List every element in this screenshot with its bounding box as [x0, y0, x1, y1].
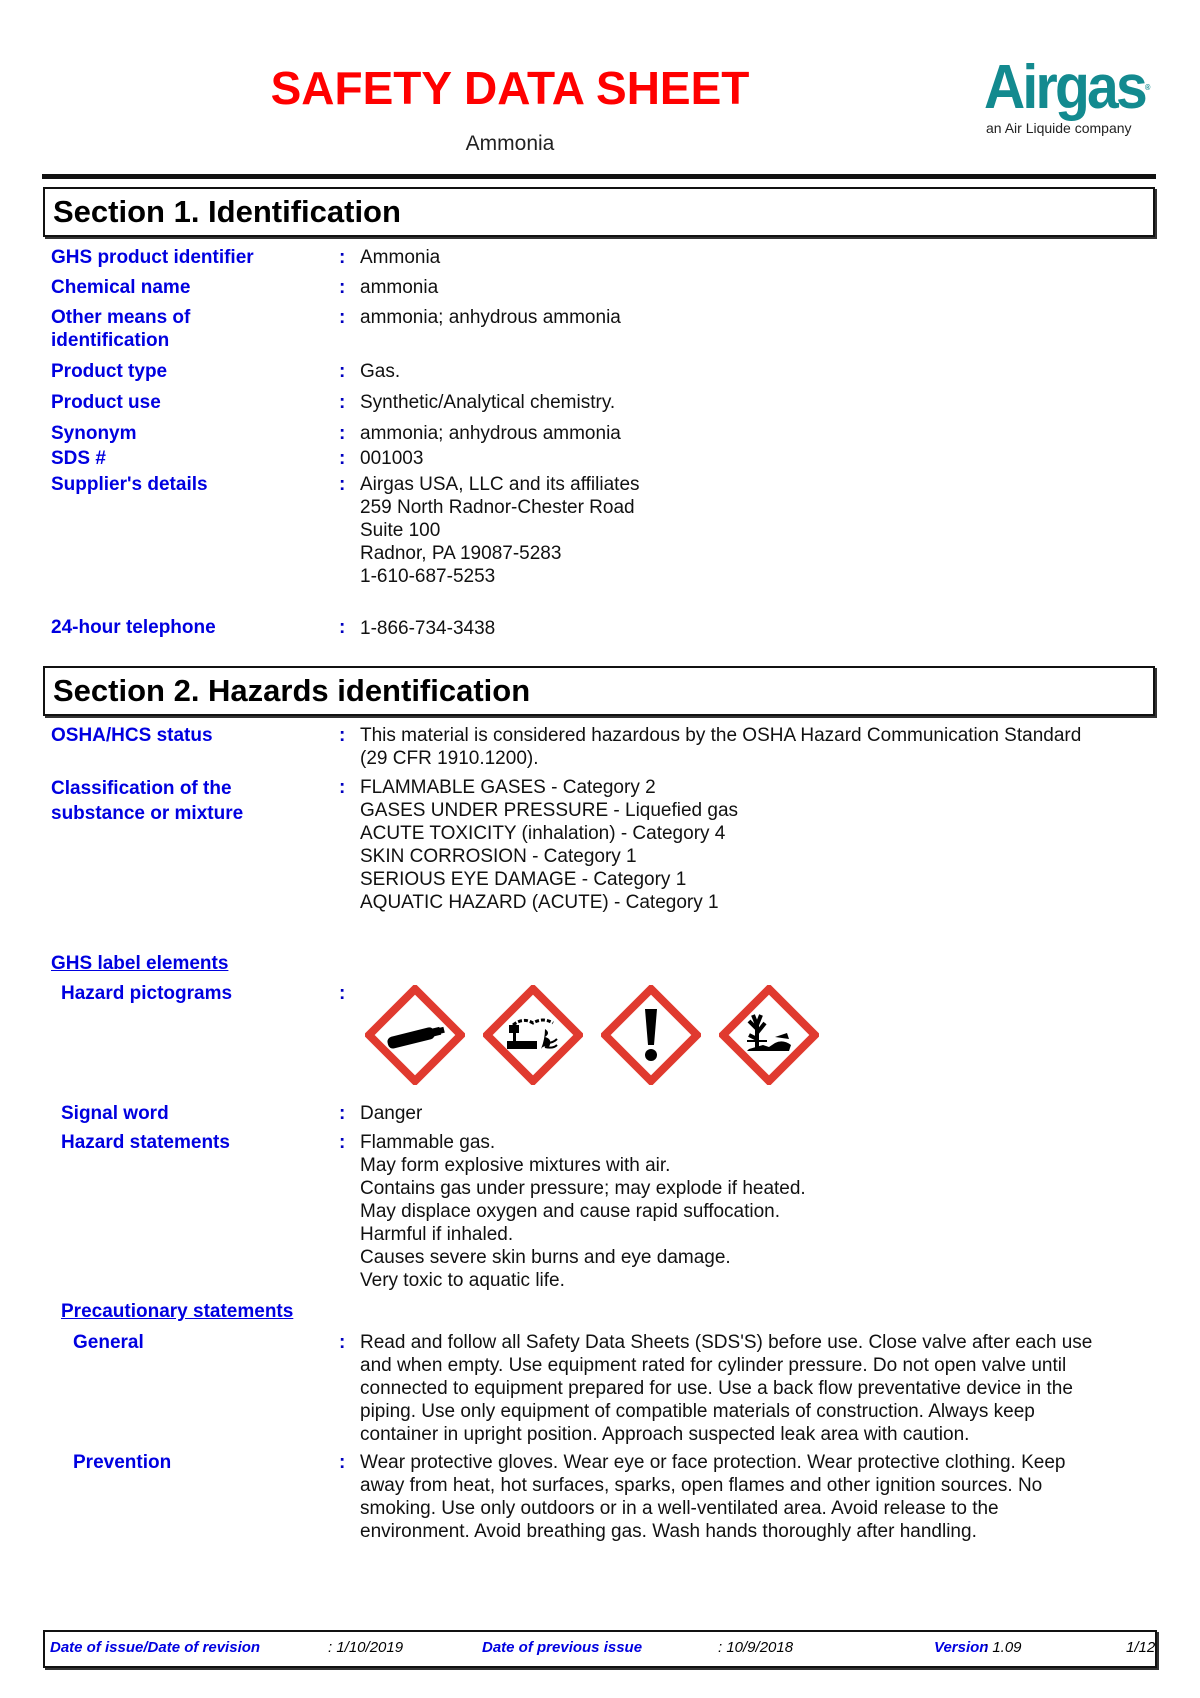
colon: : — [339, 247, 346, 268]
value-sds-number — [360, 447, 423, 470]
value-line: (29 CFR 1910.1200). — [360, 748, 539, 769]
section-2-header — [43, 666, 1155, 716]
value-line: Ammonia — [360, 247, 441, 268]
footer-page-number: 1/12 — [1126, 1639, 1156, 1656]
colon: : — [339, 725, 346, 746]
hazard-statement: Causes severe skin burns and eye damage. — [360, 1247, 731, 1268]
label-hazard-statements: Hazard statements — [61, 1132, 230, 1153]
value-ghs-product-identifier — [360, 246, 440, 269]
value-line: Synthetic/Analytical chemistry. — [360, 392, 616, 413]
classification-item: SERIOUS EYE DAMAGE - Category 1 — [360, 869, 687, 890]
footer-version-value: : 1.09 — [984, 1639, 1022, 1656]
value-suppliers-details — [360, 473, 640, 588]
document-title: SAFETY DATA SHEET — [270, 62, 750, 114]
prevention-line: away from heat, hot surfaces, sparks, open flames and other ignition sources. No — [360, 1475, 1043, 1496]
value-line: ammonia; anhydrous ammonia — [360, 307, 621, 328]
label-osha-hcs-status: OSHA/HCS status — [51, 725, 213, 746]
hazard-pictograms — [365, 985, 819, 1085]
value-line: This material is considered hazardous by the OSHA Hazard Communication Standard — [360, 725, 1082, 746]
colon: : — [339, 1332, 346, 1353]
label-general: General — [73, 1332, 144, 1353]
footer-previous-value: : 10/9/2018 — [718, 1639, 794, 1656]
exclamation-mark-icon — [601, 985, 701, 1085]
gas-cylinder-icon — [365, 985, 465, 1085]
label-line: Classification of the — [51, 778, 232, 799]
value-synonym — [360, 422, 621, 445]
colon: : — [339, 361, 346, 382]
classification-item: ACUTE TOXICITY (inhalation) - Category 4 — [360, 823, 726, 844]
value-other-means-of-identification — [360, 306, 621, 329]
colon: : — [339, 1132, 346, 1153]
label-synonym: Synonym — [51, 423, 137, 444]
colon: : — [339, 277, 346, 298]
label-chemical-name: Chemical name — [51, 277, 191, 298]
prevention-line: Wear protective gloves. Wear eye or face protection. Wear protective clothing. Keep — [360, 1452, 1066, 1473]
classification-item: GASES UNDER PRESSURE - Liquefied gas — [360, 800, 739, 821]
signal-word: Danger — [360, 1103, 423, 1124]
address-line: 259 North Radnor-Chester Road — [360, 497, 635, 518]
address-line: Airgas USA, LLC and its affiliates — [360, 474, 640, 495]
label-line: Other means of — [51, 307, 191, 328]
footer-issue-label: Date of issue/Date of revision — [50, 1639, 261, 1656]
label-prevention: Prevention — [73, 1452, 172, 1473]
footer-previous-label: Date of previous issue — [482, 1639, 643, 1656]
value-signal-word — [360, 1102, 422, 1125]
header-rule — [42, 174, 1156, 179]
colon: : — [339, 448, 346, 469]
value-line: Gas. — [360, 361, 401, 382]
general-line: piping. Use only equipment of compatible materials of construction. Always keep — [360, 1401, 1035, 1422]
prevention-line: smoking. Use only outdoors or in a well-ventilated area. Avoid release to the — [360, 1498, 999, 1519]
label-sds-number: SDS # — [51, 448, 106, 469]
logo-wordmark: Airgas — [984, 53, 1145, 122]
precautionary-statements-heading: Precautionary statements — [61, 1301, 294, 1322]
label-line: substance or mixture — [51, 803, 244, 824]
address-line: Suite 100 — [360, 520, 441, 541]
footer-issue-value: : 1/10/2019 — [328, 1639, 404, 1656]
value-prevention — [360, 1451, 1160, 1543]
value-24-hour-telephone — [360, 617, 495, 640]
value-line: 1-866-734-3438 — [360, 618, 496, 639]
section-2-title: Section 2. Hazards identification — [53, 673, 531, 708]
value-chemical-name — [360, 276, 438, 299]
hazard-statement: Flammable gas. — [360, 1132, 496, 1153]
hazard-statement: Contains gas under pressure; may explode if heated. — [360, 1178, 806, 1199]
corrosion-icon — [483, 985, 583, 1085]
colon: : — [339, 392, 346, 413]
label-signal-word: Signal word — [61, 1103, 169, 1124]
colon: : — [339, 1103, 346, 1124]
colon: : — [339, 474, 346, 495]
value-osha-hcs-status — [360, 724, 1160, 770]
colon: : — [339, 617, 346, 638]
address-line: Radnor, PA 19087-5283 — [360, 543, 562, 564]
value-line: ammonia; anhydrous ammonia — [360, 423, 621, 444]
label-product-use: Product use — [51, 392, 161, 413]
general-line: and when empty. Use equipment rated for cylinder pressure. Do not open valve until — [360, 1355, 1067, 1376]
colon: : — [339, 1452, 346, 1473]
value-product-type — [360, 360, 400, 383]
colon: : — [339, 983, 346, 1004]
value-line: 001003 — [360, 448, 424, 469]
label-product-type: Product type — [51, 361, 168, 382]
ghs-label-elements-heading: GHS label elements — [51, 953, 229, 974]
hazard-statement: May form explosive mixtures with air. — [360, 1155, 671, 1176]
colon: : — [339, 423, 346, 444]
section-1-header — [43, 187, 1155, 237]
classification-item: FLAMMABLE GASES - Category 2 — [360, 777, 656, 798]
value-product-use — [360, 391, 615, 414]
classification-item: SKIN CORROSION - Category 1 — [360, 846, 637, 867]
label-suppliers-details: Supplier's details — [51, 474, 208, 495]
general-line: Read and follow all Safety Data Sheets (SDS'S) before use. Close valve after each use — [360, 1332, 1093, 1353]
hazard-statement: Harmful if inhaled. — [360, 1224, 514, 1245]
hazard-statement: Very toxic to aquatic life. — [360, 1270, 565, 1291]
value-hazard-statements — [360, 1131, 806, 1292]
label-24-hour-telephone: 24-hour telephone — [51, 617, 216, 638]
value-general — [360, 1331, 1160, 1446]
footer-version-label: Version — [934, 1639, 989, 1656]
section-1-title: Section 1. Identification — [53, 194, 401, 229]
environment-icon — [719, 985, 819, 1085]
label-hazard-pictograms: Hazard pictograms — [61, 983, 233, 1004]
product-name: Ammonia — [465, 132, 555, 155]
label-ghs-product-identifier: GHS product identifier — [51, 247, 254, 268]
airgas-logo: Airgas® an Air Liquide company — [984, 58, 1154, 136]
value-line: ammonia — [360, 277, 439, 298]
page-footer — [43, 1630, 1157, 1668]
logo-tagline: an Air Liquide company — [986, 120, 1132, 136]
colon: : — [339, 307, 346, 328]
label-other-means-of-identification — [51, 306, 190, 352]
hazard-statement: May displace oxygen and cause rapid suffocation. — [360, 1201, 781, 1222]
value-classification — [360, 776, 738, 914]
colon: : — [339, 777, 346, 798]
prevention-line: environment. Avoid breathing gas. Wash hands thoroughly after handling. — [360, 1521, 977, 1542]
label-classification — [51, 776, 243, 826]
classification-item: AQUATIC HAZARD (ACUTE) - Category 1 — [360, 892, 719, 913]
label-line: identification — [51, 330, 170, 351]
general-line: container in upright position. Approach suspected leak area with caution. — [360, 1424, 970, 1445]
general-line: connected to equipment prepared for use. Use a back flow preventative device in the — [360, 1378, 1073, 1399]
phone-line: 1-610-687-5253 — [360, 566, 496, 587]
